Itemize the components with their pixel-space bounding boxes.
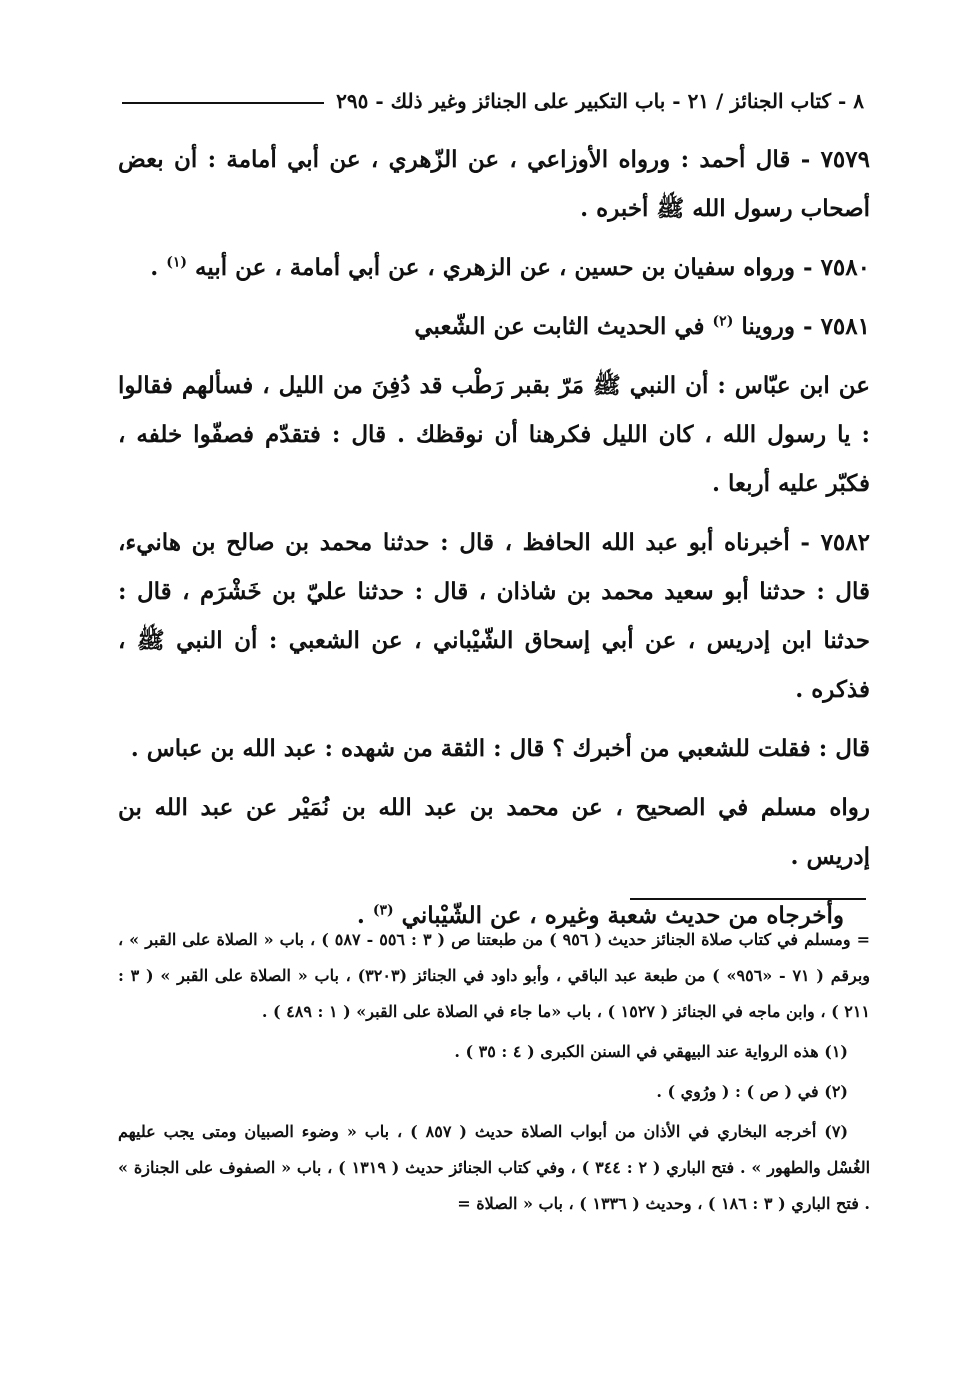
paragraph-tail: في الحديث الثابت عن الشّعبي (414, 313, 705, 340)
paragraph-text: ٧٥٨٠ - ورواه سفيان بن حسين ، عن الزهري ، عن أبي أمامة ، عن أبيه (195, 254, 870, 281)
paragraph-7579 (118, 135, 870, 233)
running-title: ٨ - كتاب الجنائز / ٢١ - باب التكبير على الجنائز وغير ذلك - ٢٩٥ (336, 89, 864, 113)
paragraph-7582 (118, 518, 870, 714)
paragraph-shabi-question (118, 724, 870, 773)
paragraph-tail: . (150, 254, 159, 281)
footnote-2: (٢) في ( ص ) : ( ورُوي ) . (656, 1082, 848, 1101)
paragraph-text: ٧٥٨١ - وروينا (741, 313, 870, 340)
paragraph-text: ٧٥٨٢ - أخبرناه أبو عبد الله الحافظ ، قال : حدثنا محمد بن صالح بن هانيء، قال : حدثنا أبو سعيد محمد بن شاذان ، قال : حدثنا عليّ بن خَشْرَم ، قال : حدثنا ابن إدريس ، عن أبي إسحاق الشّيْباني ، عن الشعبي : أن النبي ﷺ ، فذكره . (118, 529, 870, 703)
footnote-marker: (١) (166, 254, 188, 271)
paragraph-7581 (118, 302, 870, 351)
footnote-marker: (٣) (372, 902, 394, 919)
footnote-continued: = ومسلم في كتاب صلاة الجنائز حديث ( ٩٥٦ ) من طبعتنا ص ( ٣ : ٥٥٦ - ٥٨٧ ) ، باب « الصلاة على القبر » ، وبرقم ( ٧١ - «٩٥٦» ) من طبعة عبد الباقي ، وأبو داود في الجنائز (٣٢٠٣) ، باب « الصلاة على القبر » ( ٣ : ٢١١ ) ، وابن ماجه في الجنائز ( ١٥٢٧ ) ، باب «ما جاء في الصلاة على القبر» ( ١ : ٤٨٩ ) . (118, 930, 871, 1021)
footnote-marker: (٢) (712, 313, 734, 330)
paragraph-text: ٧٥٧٩ - قال أحمد : ورواه الأوزاعي ، عن الزّهري ، عن أبي أمامة : أن بعض أصحاب رسول الله ﷺ أخبره . (118, 146, 870, 222)
footnote-3: (٧) أخرجه البخاري في الأذان من أبواب الصلاة حديث ( ٨٥٧ ) ، باب « وضوء الصبيان ومتى يجب عليهم الغُسْل والطهور » . فتح الباري ( ٢ : ٣٤٤ ) ، وفي كتاب الجنائز حديث ( ١٣١٩ ) ، باب « الصفوف على الجنازة » . فتح الباري ( ٣ : ١٨٦ ) ، وحديث ( ١٣٣٦ ) ، باب « الصلاة = (118, 1122, 871, 1213)
footnote-1: (١) هذه الرواية عند البيهقي في السنن الكبرى ( ٤ : ٣٥ ) . (454, 1042, 848, 1061)
paragraph-text: عن ابن عبّاس : أن النبي ﷺ مَرّ بقبر رَطْب قد دُفِنَ من الليل ، فسألهم فقالوا : يا رسول الله ، كان الليل فكرهنا أن نوقظك . قال : فتقدّم فصفّوا خلفه ، فكبّر عليه أربعا . (118, 372, 870, 497)
footnotes (118, 922, 870, 1226)
paragraph-text: قال : فقلت للشعبي من أخبرك ؟ قال : الثقة من شهده : عبد الله بن عباس . (130, 735, 870, 762)
paragraph-muslim-citation (118, 783, 870, 881)
main-text (118, 135, 870, 950)
header-rule (122, 102, 324, 104)
paragraph-7580 (118, 243, 870, 292)
paragraph-tail: . (356, 902, 365, 929)
footnote-separator (630, 898, 866, 900)
paragraph-hadith-ibn-abbas (118, 361, 870, 508)
paragraph-text: رواه مسلم في الصحيح ، عن محمد بن عبد الله بن نُمَيْر عن عبد الله بن إدريس . (118, 794, 870, 870)
running-header (122, 84, 864, 118)
paragraph-text: وأخرجاه من حديث شعبة وغيره ، عن الشّيْباني (401, 902, 844, 929)
